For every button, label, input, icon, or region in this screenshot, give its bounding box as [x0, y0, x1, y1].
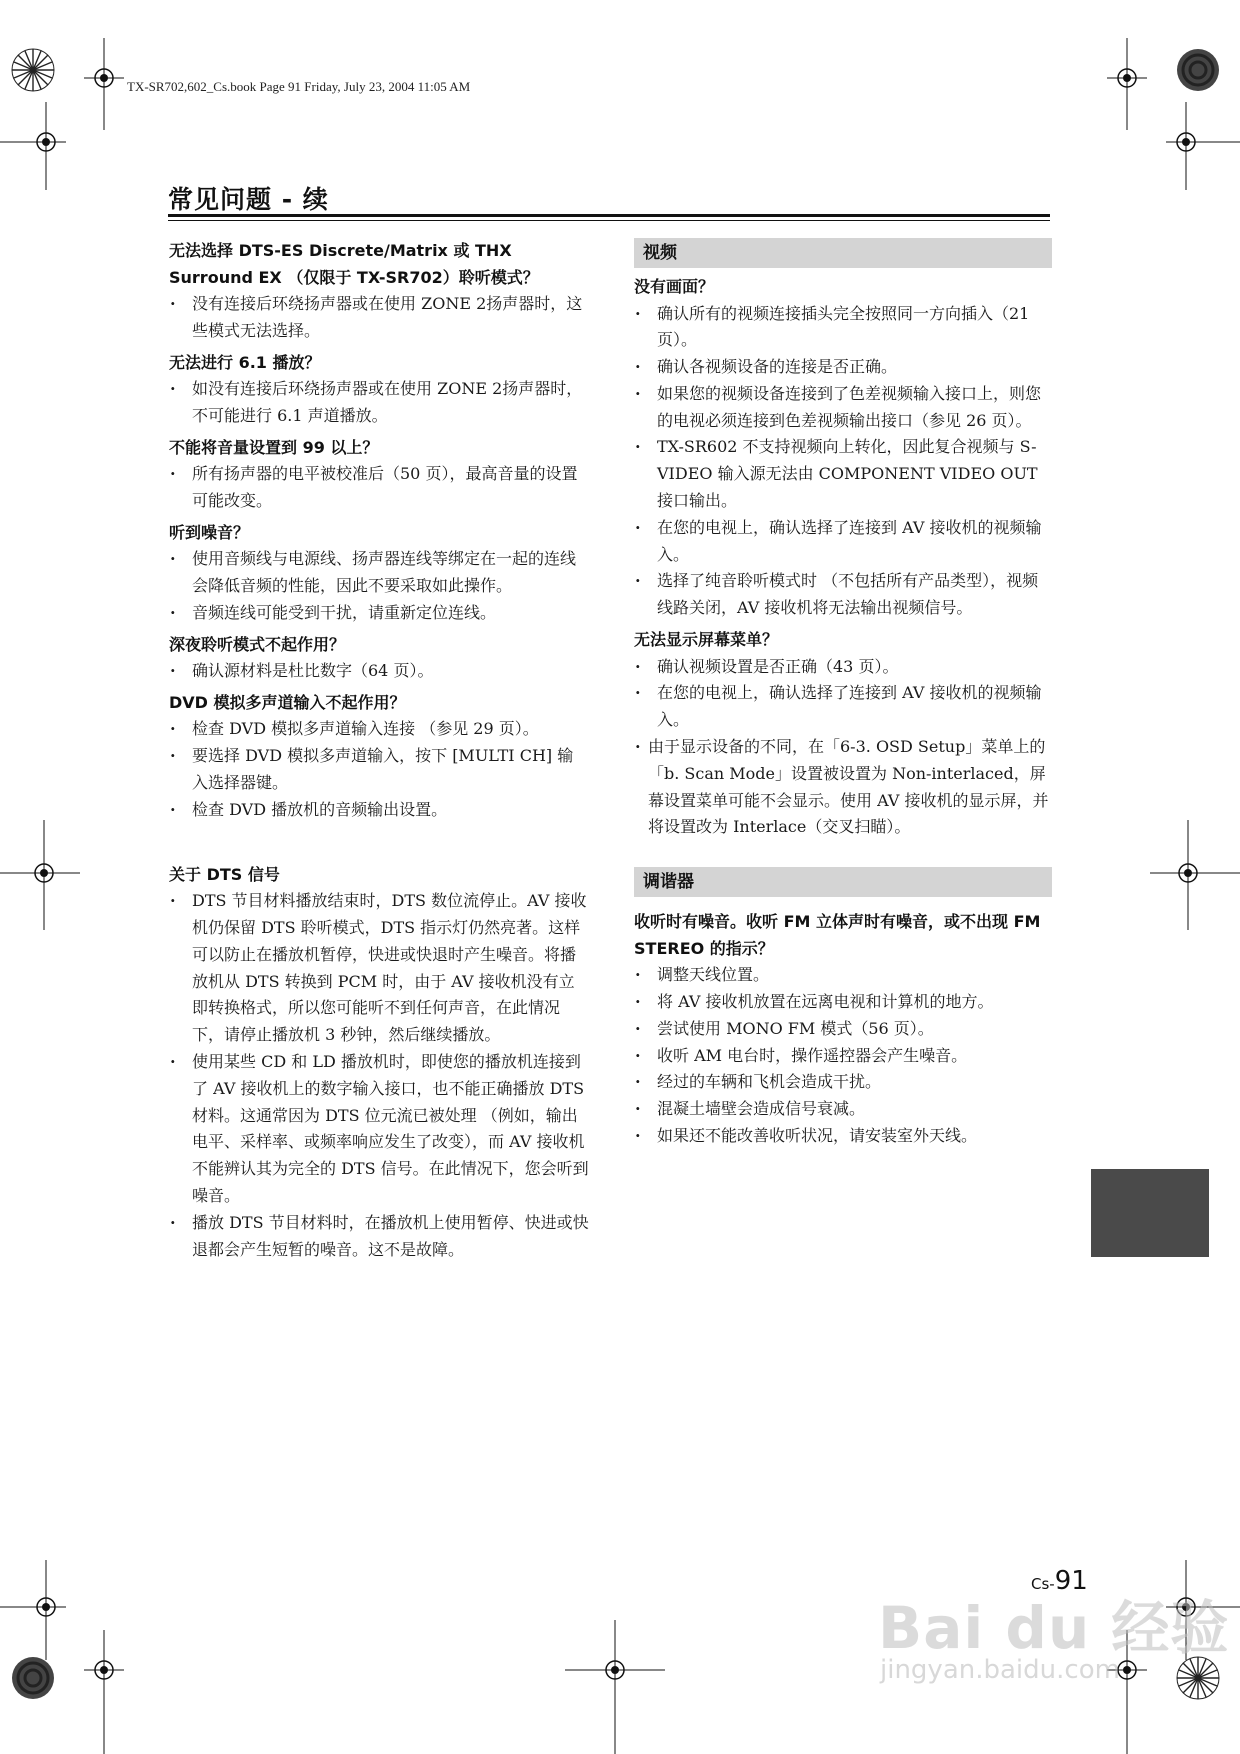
section-heading-tuner: 调谐器	[634, 867, 1052, 897]
faq-answer-item: · 播放 DTS 节目材料时，在播放机上使用暂停、快进或快退都会产生短暂的噪音。这不是故障。	[169, 1210, 589, 1264]
faq-answer-item: · 确认各视频设备的连接是否正确。	[634, 354, 1052, 381]
faq-answer-item: · 确认源材料是杜比数字（64 页）。	[169, 658, 589, 685]
faq-answer-list	[169, 546, 589, 626]
faq-question: 收听时有噪音。收听 FM 立体声时有噪音，或不出现 FM STEREO 的指示？	[634, 912, 1041, 958]
faq-answer-item: · 要选择 DVD 模拟多声道输入，按下 [MULTI CH] 输入选择器键。	[169, 743, 589, 797]
faq-answer-list	[169, 291, 589, 345]
section-heading-video: 视频	[634, 238, 1052, 268]
page-number-value: 91	[1054, 1566, 1088, 1596]
title-rule	[168, 214, 1050, 217]
faq-answer-item: · 调整天线位置。	[634, 962, 1052, 989]
baidu-watermark: Bai du 经验	[878, 1594, 1230, 1662]
faq-answer-item: · 在您的电视上，确认选择了连接到 AV 接收机的视频输入。	[634, 680, 1052, 734]
baidu-watermark-url: jingyan.baidu.com	[880, 1655, 1120, 1685]
faq-question: 无法显示屏幕菜单？	[634, 630, 779, 650]
faq-answer-list	[169, 461, 589, 515]
faq-answer-item: · 如果还不能改善收听状况，请安装室外天线。	[634, 1123, 1052, 1150]
faq-answer-item: · 检查 DVD 模拟多声道输入连接 （参见 29 页）。	[169, 716, 589, 743]
faq-answer-list	[169, 658, 589, 685]
faq-question: 听到噪音？	[169, 522, 250, 542]
faq-question: 没有画面？	[634, 277, 715, 296]
title-rule-thin	[168, 220, 1050, 221]
book-file-info: TX-SR702,602_Cs.book Page 91 Friday, July 23, 2004 11:05 AM	[127, 79, 471, 94]
left-column	[169, 238, 589, 1263]
faq-answer-item: · 检查 DVD 播放机的音频输出设置。	[169, 797, 589, 824]
faq-answer-item: · TX-SR602 不支持视频向上转化，因此复合视频与 S-VIDEO 输入源无法由 COMPONENT VIDEO OUT 接口输出。	[634, 434, 1052, 514]
page-title: 常见问题 - 续	[168, 185, 329, 214]
faq-answer-list	[634, 301, 1052, 623]
faq-answer-item: · 使用某些 CD 和 LD 播放机时，即使您的播放机连接到了 AV 接收机上的数字输入接口，也不能正确播放 DTS 材料。这通常因为 DTS 位元流已被处理 （例如，输出电平、采样率、或频率响应发生了改变），而 AV 接收机不能辨认其为完全的 DTS 信号。在此情况下，您会听到噪音。	[169, 1049, 589, 1210]
faq-question: 无法进行 6.1 播放？	[169, 352, 321, 372]
faq-answer-item: · 收听 AM 电台时，操作遥控器会产生噪音。	[634, 1043, 1052, 1070]
faq-answer-item: · DTS 节目材料播放结束时，DTS 数位流停止。AV 接收机仍保留 DTS 聆听模式，DTS 指示灯仍然亮著。这样可以防止在播放机暂停，快进或快退时产生噪音。将播放机从 DTS 转换到 PCM 时，由于 AV 接收机没有立即转换格式，所以您可能听不到任何声音，在此情况下，请停止播放机 3 秒钟，然后继续播放。	[169, 888, 589, 1049]
faq-answer-item: · 确认视频设置是否正确（43 页）。	[634, 654, 1052, 681]
faq-answer-item: · 混凝土墙壁会造成信号衰减。	[634, 1096, 1052, 1123]
right-column	[634, 238, 1052, 1150]
faq-answer-list	[169, 376, 589, 430]
page-prefix: Cs-	[1031, 1575, 1055, 1593]
chapter-thumb-tab	[1091, 1169, 1209, 1257]
faq-question: 深夜聆听模式不起作用？	[169, 634, 346, 654]
faq-answer-item: · 确认所有的视频连接插头完全按照同一方向插入（21 页）。	[634, 301, 1052, 355]
faq-answer-item: · 将 AV 接收机放置在远离电视和计算机的地方。	[634, 989, 1052, 1016]
faq-answer-item: · 如果您的视频设备连接到了色差视频输入接口上，则您的电视必须连接到色差视频输出接口（参见 26 页）。	[634, 381, 1052, 435]
faq-question: 不能将音量设置到 99 以上？	[169, 437, 379, 457]
faq-answer-item: · 音频连线可能受到干扰，请重新定位连线。	[169, 600, 589, 627]
faq-question: DVD 模拟多声道输入不起作用？	[169, 692, 406, 712]
faq-answer-item: · 由于显示设备的不同，在「6-3. OSD Setup」菜单上的「b. Scan Mode」设置被设置为 Non-interlaced，屏幕设置菜单可能不会显示。使用 AV 接收机的显示屏，并将设置改为 Interlace（交叉扫瞄）。	[634, 734, 1052, 841]
faq-question: 无法选择 DTS-ES Discrete/Matrix 或 THX Surround EX （仅限于 TX-SR702）聆听模式？	[169, 241, 539, 287]
faq-answer-item: · 尝试使用 MONO FM 模式（56 页）。	[634, 1016, 1052, 1043]
faq-answer-list	[634, 654, 1052, 842]
faq-answer-list	[169, 888, 589, 1263]
faq-question: 关于 DTS 信号	[169, 864, 280, 884]
faq-answer-item: · 所有扬声器的电平被校准后（50 页），最高音量的设置可能改变。	[169, 461, 589, 515]
faq-answer-item: · 选择了纯音聆听模式时 （不包括所有产品类型），视频线路关闭，AV 接收机将无法输出视频信号。	[634, 568, 1052, 622]
faq-answer-item: · 在您的电视上，确认选择了连接到 AV 接收机的视频输入。	[634, 515, 1052, 569]
faq-answer-item: · 如没有连接后环绕扬声器或在使用 ZONE 2扬声器时，不可能进行 6.1 声道播放。	[169, 376, 589, 430]
faq-answer-list	[634, 962, 1052, 1150]
faq-answer-list	[169, 716, 589, 823]
faq-answer-item: · 使用音频线与电源线、扬声器连线等绑定在一起的连线会降低音频的性能，因此不要采取如此操作。	[169, 546, 589, 600]
faq-answer-item: · 没有连接后环绕扬声器或在使用 ZONE 2扬声器时，这些模式无法选择。	[169, 291, 589, 345]
faq-answer-item: · 经过的车辆和飞机会造成干扰。	[634, 1069, 1052, 1096]
